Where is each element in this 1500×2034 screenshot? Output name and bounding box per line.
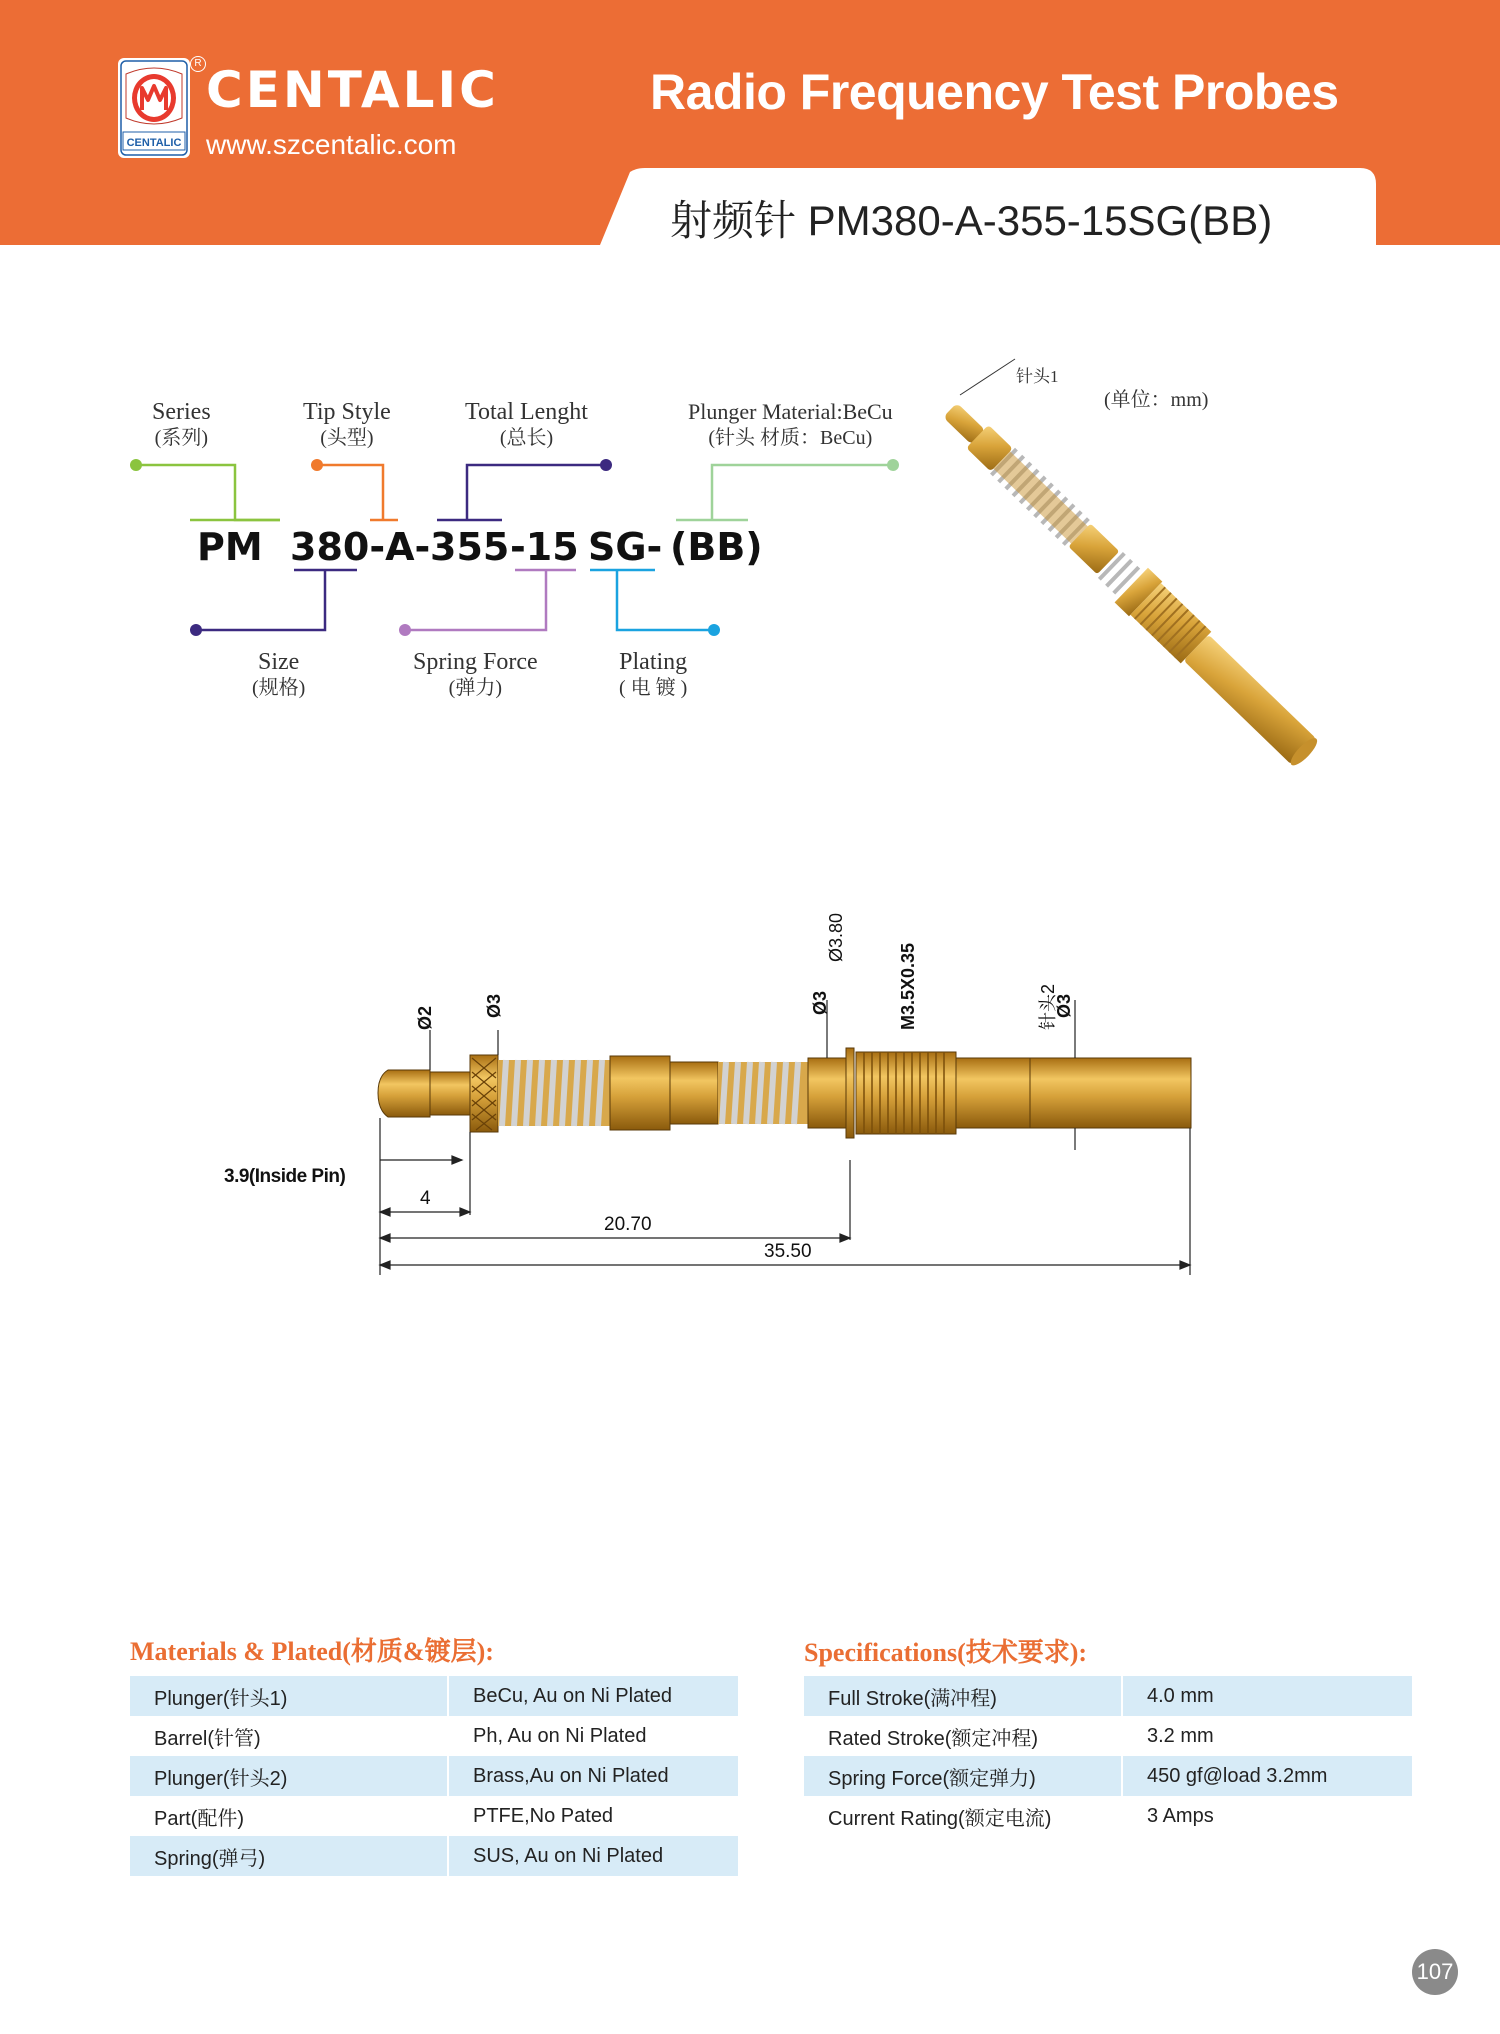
table-row: [804, 1676, 1412, 1716]
table-cell-label: Current Rating(额定电流): [828, 1807, 1052, 1830]
photo-label-plunger1: 针头1: [1016, 367, 1059, 386]
unit-note: (单位：mm): [1104, 389, 1209, 411]
table-cell-label: Full Stroke(满冲程): [804, 1676, 1122, 1716]
dim-thread: M3.5X0.35: [898, 942, 918, 1030]
website-url[interactable]: www.szcentalic.com: [206, 129, 457, 160]
table-row: [130, 1756, 738, 1796]
materials-title: Materials & Plated(材质&镀层):: [130, 1637, 494, 1666]
table-cell-value: 3 Amps: [1122, 1796, 1412, 1836]
code-plating: SG-: [588, 525, 663, 569]
dim-length-4: 4: [420, 1188, 431, 1209]
label-tip-style: Tip Style (头型): [303, 399, 391, 449]
page-number: 107: [1412, 1949, 1458, 1995]
table-row: [804, 1716, 1412, 1756]
dim-tail-label: 针头2: [1038, 983, 1058, 1030]
dim-tip-diameter: Ø2: [415, 1005, 435, 1030]
table-cell-label: Spring Force(额定弹力): [804, 1756, 1122, 1796]
technical-drawing: [0, 880, 1500, 1300]
table-cell-label: Rated Stroke(额定冲程): [828, 1727, 1039, 1750]
table-cell-value: Ph, Au on Ni Plated: [448, 1716, 738, 1756]
table-cell-value: 4.0 mm: [1122, 1676, 1412, 1716]
label-plunger-material: Plunger Material:BeCu (针头 材质：BeCu): [688, 399, 893, 449]
brand-name: CENTALIC: [206, 61, 499, 119]
dim-tail-diameter: Ø3: [1054, 993, 1074, 1018]
table-row: [130, 1716, 738, 1756]
dim-collar-diameter: Ø3.80: [826, 912, 846, 962]
logo-text: CENTALIC: [126, 137, 182, 149]
table-cell-label: Plunger(针头1): [130, 1676, 448, 1716]
table-cell-value: 450 gf@load 3.2mm: [1122, 1756, 1412, 1796]
registered-mark-icon: R: [190, 56, 206, 72]
dim-inside-pin: 3.9(Inside Pin): [224, 1166, 346, 1187]
code-length: 355: [430, 525, 510, 569]
dim-length-20-70: 20.70: [604, 1214, 652, 1235]
table-cell-label: Spring(弹弓): [130, 1836, 448, 1876]
page-title: Radio Frequency Test Probes: [650, 64, 1339, 120]
table-row: [804, 1796, 1412, 1836]
table-row: [130, 1676, 738, 1716]
probe-photo: [930, 350, 1430, 780]
label-size: Size (规格): [252, 649, 306, 699]
table-cell-value: PTFE,No Pated: [448, 1796, 738, 1836]
code-size-tip: 380-A-: [290, 525, 431, 569]
product-subtitle: 射频针 PM380-A-355-15SG(BB): [670, 197, 1273, 244]
table-cell-label: Barrel(针管): [154, 1727, 261, 1750]
label-total-length: Total Lenght (总长): [465, 399, 588, 449]
dim-knurl-diameter: Ø3: [484, 993, 504, 1018]
table-cell-label: Part(配件): [154, 1807, 244, 1830]
table-cell-value: 3.2 mm: [1122, 1716, 1412, 1756]
code-plunger-material: (BB): [670, 525, 763, 569]
dim-barrel-diameter: Ø3: [810, 990, 830, 1015]
table-row: [130, 1836, 738, 1876]
specifications-title: Specifications(技术要求):: [804, 1638, 1088, 1667]
table-cell-label: Plunger(针头2): [130, 1756, 448, 1796]
dim-length-total: 35.50: [764, 1241, 812, 1262]
code-series: PM: [197, 525, 263, 569]
table-cell-value: Brass,Au on Ni Plated: [448, 1756, 738, 1796]
label-plating: Plating ( 电 镀 ): [619, 649, 688, 699]
materials-table: [130, 1676, 738, 1876]
label-series: Series (系列): [152, 399, 211, 449]
specifications-table: [804, 1676, 1412, 1836]
table-row: [130, 1796, 738, 1836]
table-cell-value: BeCu, Au on Ni Plated: [448, 1676, 738, 1716]
code-spring-force: -15: [510, 525, 579, 569]
table-row: [804, 1756, 1412, 1796]
label-spring-force: Spring Force (弹力): [413, 649, 538, 699]
table-cell-value: SUS, Au on Ni Plated: [448, 1836, 738, 1876]
